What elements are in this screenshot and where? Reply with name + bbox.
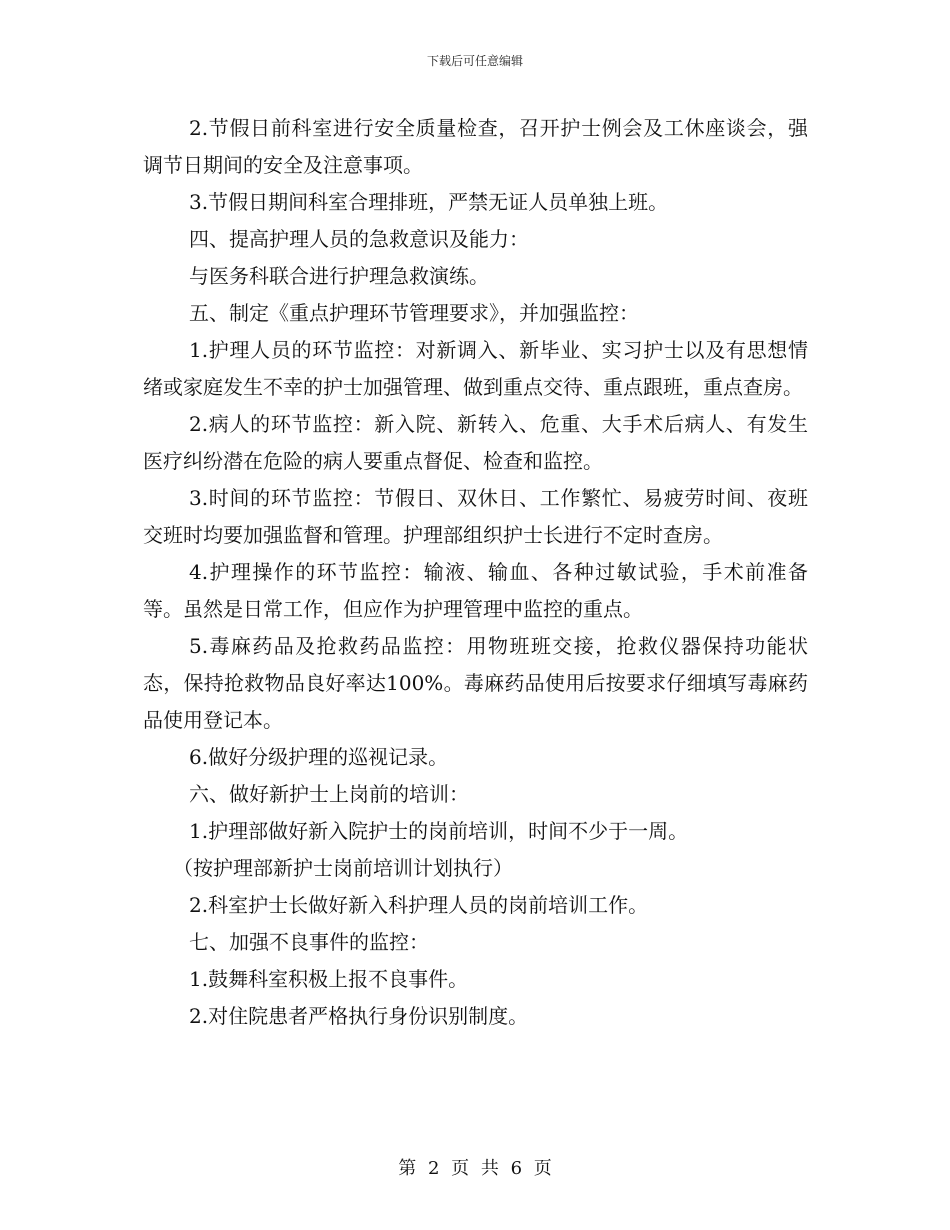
paragraph-11: （按护理部新护士岗前培训计划执行） [173,856,513,880]
paragraph-9: 6.做好分级护理的巡视记录。 [189,745,449,769]
paragraph-3: 与医务科联合进行护理急救演练。 [189,264,489,288]
paragraph-13: 1.鼓舞科室积极上报不良事件。 [189,967,469,991]
heading-section-5: 五、制定《重点护理环节管理要求》，并加强监控： [189,301,639,325]
document-body [143,110,808,1035]
paragraph-14: 2.对住院患者严格执行身份识别制度。 [189,1004,529,1028]
paragraph-7: 4.护理操作的环节监控：输液、输血、各种过敏试验，手术前准备等。虽然是日常工作，但应作为护理管理中监控的重点。 [143,560,808,621]
heading-section-6: 六、做好新护士上岗前的培训： [189,782,469,806]
paragraph-4: 1.护理人员的环节监控：对新调入、新毕业、实习护士以及有思想情绪或家庭发生不幸的护士加强管理、做到重点交待、重点跟班，重点查房。 [143,338,808,399]
page-number: 第 2 页 共 6 页 [398,1158,552,1179]
paragraph-5: 2.病人的环节监控：新入院、新转入、危重、大手术后病人、有发生医疗纠纷潜在危险的病人要重点督促、检查和监控。 [143,412,808,473]
paragraph-2: 3.节假日期间科室合理排班，严禁无证人员单独上班。 [189,190,669,214]
heading-section-7: 七、加强不良事件的监控： [189,930,429,954]
paragraph-6: 3.时间的环节监控：节假日、双休日、工作繁忙、易疲劳时间、夜班交班时均要加强监督和管理。护理部组织护士长进行不定时查房。 [143,486,808,547]
heading-section-4: 四、提高护理人员的急救意识及能力： [189,227,529,251]
page-header: 下载后可任意编辑 [426,54,523,68]
paragraph-8: 5.毒麻药品及抢救药品监控：用物班班交接，抢救仪器保持功能状态，保持抢救物品良好率达100%。毒麻药品使用后按要求仔细填写毒麻药品使用登记本。 [143,634,808,732]
paragraph-10: 1.护理部做好新入院护士的岗前培训，时间不少于一周。 [189,819,689,843]
paragraph-12: 2.科室护士长做好新入科护理人员的岗前培训工作。 [189,893,649,917]
paragraph-1: 2.节假日前科室进行安全质量检查，召开护士例会及工休座谈会，强调节日期间的安全及注意事项。 [143,116,808,177]
